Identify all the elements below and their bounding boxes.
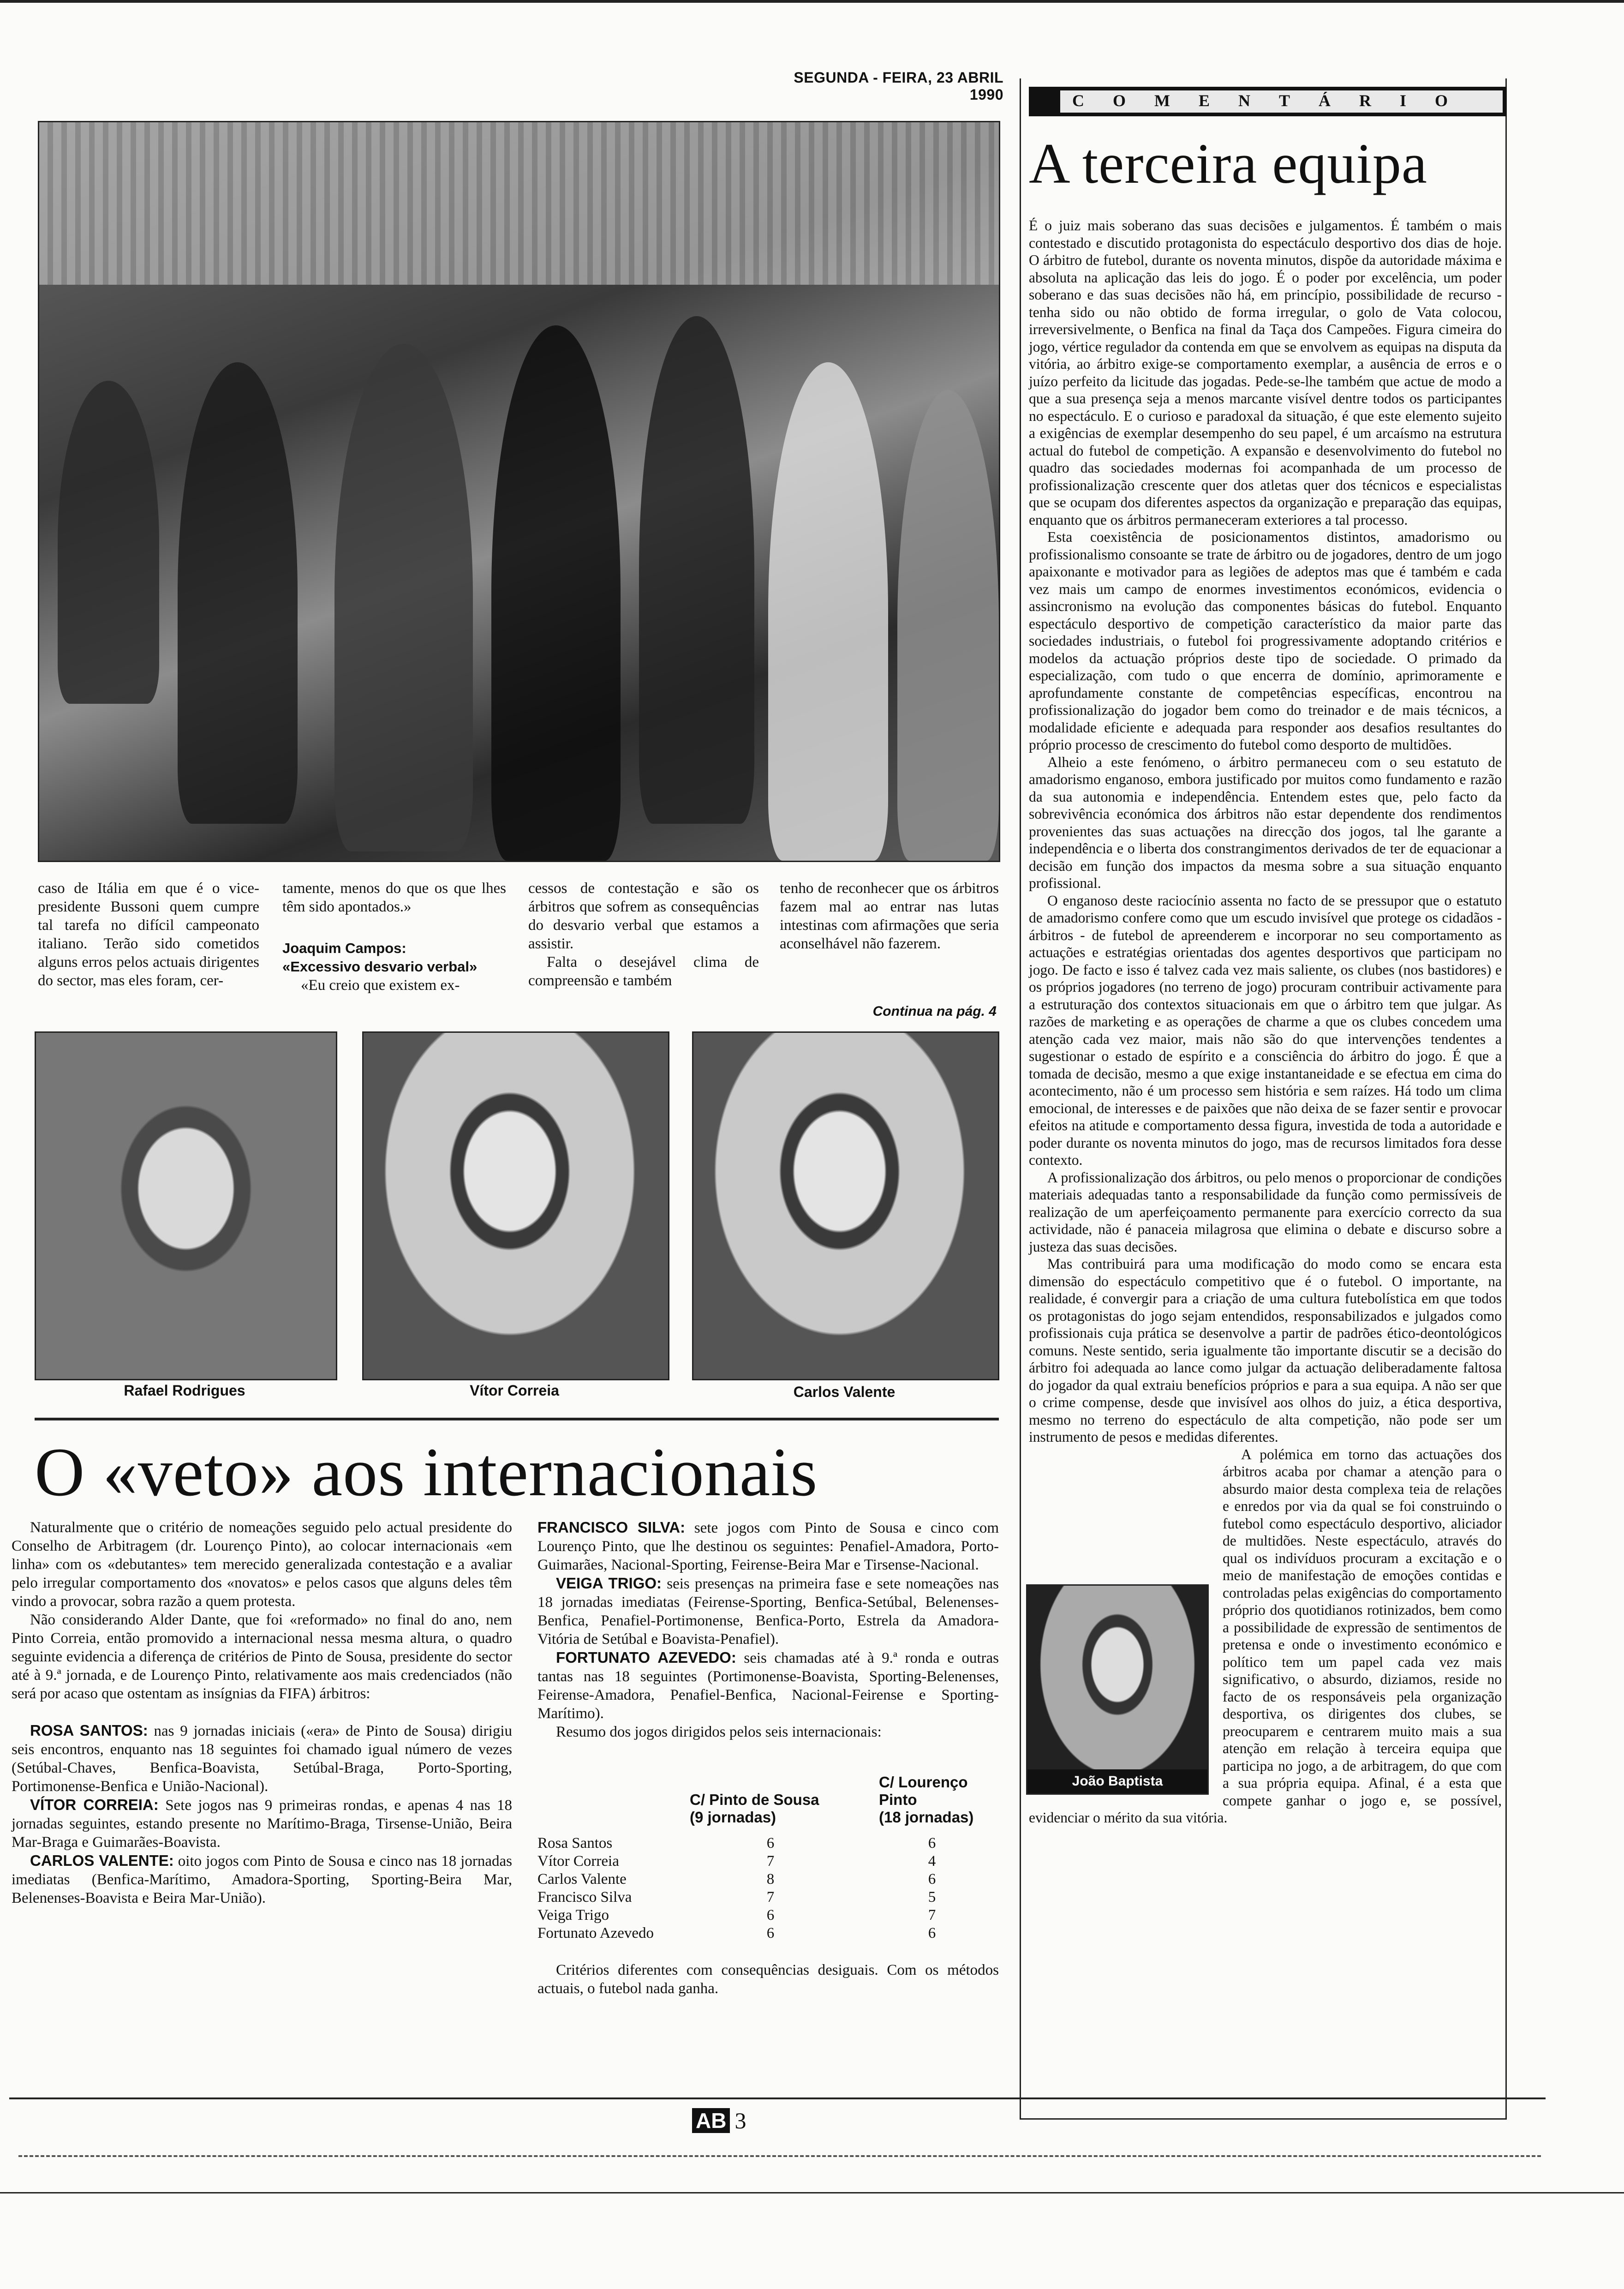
portrait-rafael-rodrigues xyxy=(35,1031,337,1380)
referee-entry xyxy=(537,1648,999,1723)
main-left-column xyxy=(12,1518,512,1907)
newspaper-logo: AB xyxy=(692,2108,730,2133)
referee-entry xyxy=(12,1721,512,1796)
commentary-paragraph: Alheio a este fenómeno, o árbitro permaneceu com o seu estatuto de amadorismo enganoso, embora justificado por muitos como fundamento e razão da sua autonomia e independência. Entendem estes que, pelo facto da sobrevivência económica dos árbitros não estar dependente dos rendimentos provenientes das suas actuações na direcção dos jogos, tal lhe garante a independência e o liberta dos constrangimentos derivados de ter de equacionar a decisão em função dos impactos da mesma sobre a sua situação enquanto profissional. xyxy=(1029,754,1502,891)
page-number: 3 xyxy=(734,2108,746,2133)
continued-tail-2: «Eu creio que existem ex- xyxy=(301,977,460,994)
author-photo-block xyxy=(1026,1584,1209,1795)
dateline: SEGUNDA - FEIRA, 23 ABRIL 1990 xyxy=(794,69,1003,103)
portrait-caption: Rafael Rodrigues xyxy=(124,1382,245,1399)
summary-intro: Resumo dos jogos dirigidos pelos seis internacionais: xyxy=(556,1724,882,1740)
referee-text: sete jogos com Pinto de Sousa e cinco com Lourenço Pinto, que lhe destinou os seguintes: Penafiel-Amadora, Porto-Guimarães, Nacional-Sporting, Feirense-Beira Mar e Tirsense-Nacional. xyxy=(537,1520,999,1573)
referee-entry xyxy=(12,1852,512,1907)
table-row: Rosa Santos 6 6 xyxy=(537,1835,936,1852)
referee-name: FRANCISCO SILVA: xyxy=(537,1519,686,1536)
portrait-caption: Carlos Valente xyxy=(793,1384,896,1400)
commentary-paragraph: Esta coexistência de posicionamentos distintos, amadorismo ou profissionalismo consoante se trate de árbitro ou de jogadores, dentro de um jogo apaixonante e motivador para as legiões de adeptos mas que é também e cada vez mais um campo de enormes investimentos económicos, evidencia o assincronismo na evolução das componentes básicas do futebol. Enquanto espectáculo desportivo de competição característico da maior parte das sociedades industriais, o futebol foi progressivamente adoptando critérios e modelos da actuação próprios deste tipo de sociedade. O primado da especialização, com tudo o que encerra de domínio, aprimoramente e aprofundamente constante de competências específicas, encontrou na profissionalização do jogador bem como do treinador e de mais técnicos, a modalidade eficiente e adequada para responder aos desafios resultantes do próprio processo de crescimento do futebol como desporto de multidões. xyxy=(1029,529,1502,753)
author-caption: João Baptista xyxy=(1027,1769,1207,1793)
continued-col-3 xyxy=(528,879,759,990)
continued-text-1: caso de Itália em que é o vice-presidente Bussoni quem cumpre tal tarefa no difícil campeonato italiano. Terão sido cometidos alguns erros pelos actuais dirigentes do sector, mas eles foram, cer- xyxy=(38,880,259,989)
table-row: Fortunato Azevedo 6 6 xyxy=(537,1925,936,1941)
commentary-body xyxy=(1029,217,1502,1827)
continued-text-2: tamente, menos do que os que lhes têm sido apontados.» xyxy=(282,880,506,915)
footer-dashed-rule xyxy=(18,2155,1541,2157)
table-col-header: C/ Pinto de Sousa (9 jornadas) xyxy=(690,1791,819,1826)
main-photo xyxy=(38,121,1000,862)
referee-entry xyxy=(12,1796,512,1852)
main-right-column xyxy=(537,1518,999,1998)
continua-link[interactable]: Continua na pág. 4 xyxy=(872,1004,997,1019)
closing-paragraph: Critérios diferentes com consequências desiguais. Com os métodos actuais, o futebol nada ganha. xyxy=(537,1962,999,1997)
summary-table xyxy=(537,1774,999,1942)
table-row: Vítor Correia 7 4 xyxy=(537,1853,936,1870)
table-row: Veiga Trigo 6 7 xyxy=(537,1907,936,1923)
table-row: Francisco Silva 7 5 xyxy=(537,1889,936,1906)
footer-page-marker xyxy=(692,2107,746,2134)
portrait-vitor-correia xyxy=(362,1031,669,1380)
referee-name: VÍTOR CORREIA: xyxy=(30,1796,159,1813)
table-row: Carlos Valente 8 6 xyxy=(537,1871,936,1888)
footer-rule xyxy=(9,2097,1546,2099)
portrait-carlos-valente xyxy=(692,1031,999,1380)
referee-text: oito jogos com Pinto de Sousa e cinco nas 18 jornadas imediatas (Benfica-Marítimo, Amadora-Sporting, Sporting-Beira Mar, Belenenses-Boavista e Beira Mar-União). xyxy=(12,1853,512,1906)
referee-text: nas 9 jornadas iniciais («era» de Pinto de Sousa) dirigiu seis encontros, enquanto nas 18 seguintes foi chamado igual número de vezes (Setúbal-Chaves, Benfica-Boavista, Setúbal-Braga, Porto-Sporting, Portimonense-Benfica e União-Nacional). xyxy=(12,1723,512,1795)
top-rule xyxy=(0,0,1624,3)
commentary-paragraph: A profissionalização dos árbitros, ou pelo menos o proporcionar de condições materiais adequadas tanto a responsabilidade da função como permissíveis de realização de um aperfeiçoamento permanente para exercício correcto da sua actividade, não é panaceia milagrosa que elimina o debate e discurso sobre a justeza das suas decisões. xyxy=(1029,1169,1502,1255)
continued-text-3: cessos de contestação e são os árbitros que sofrem as consequências do desvario verbal que estamos a assistir. xyxy=(528,880,759,952)
commentary-paragraph: João Baptista A polémica em torno das actuações dos árbitros acaba por chamar a atenção para o absurdo maior desta complexa teia de relações e enredos por via da qual se foi construindo o futebol como espectáculo desportivo, aliciador de multidões. Neste espectáculo, através do qual os indivíduos procuram a excitação e o meio de manifestação de emoções contidas e controladas pelas exigências do comportamento próprio dos quotidianos rotinizados, bem como a possibilidade de expressão de sentimentos de pretensa e onde o investimento económico e político tem um papel cada vez mais significativo, o absurdo, diziamos, reside no facto de os responsáveis pela organização desportiva, os dirigentes dos clubes, se preocuparem e centrarem muito mais a sua atenção em relação à terceira equipa que participa no jogo, a de arbitragem, do que com a sua própria equipa. Afinal, é a esta que compete ganhar o jogo e, se possível, evidenciar o mérito da sua vitória. xyxy=(1029,1446,1502,1827)
main-article-title: O «veto» aos internacionais xyxy=(35,1434,818,1510)
referee-name: VEIGA TRIGO: xyxy=(556,1575,662,1592)
referee-entry xyxy=(537,1574,999,1648)
main-intro-paragraph: Naturalmente que o critério de nomeações seguido pelo actual presidente do Conselho de Arbitragem (dr. Lourenço Pinto), ao colocar internacionais «em linha» com os «debutantes» tem merecido generalizada contestação e a avaliar pelo irregular comportamento dos «novatos» e pelos casos que alguns deles têm vindo a provocar, sobra razão a quem protesta. xyxy=(12,1519,512,1610)
continued-tail-3: Falta o desejável clima de compreensão e também xyxy=(528,954,759,989)
comentario-section-label: COMENTÁRIO xyxy=(1029,87,1506,116)
subhead-name: Joaquim Campos: xyxy=(282,940,406,956)
section-rule xyxy=(35,1418,999,1420)
commentary-paragraph: É o juiz mais soberano das suas decisões e julgamentos. É também o mais contestado e discutido protagonista do espectáculo desportivo dos dias de hoje. O árbitro de futebol, durante os noventa minutos, dispõe da autoridade máxima e absoluta na aplicação das leis do jogo. É o poder por excelência, um poder soberano e das suas decisões não há, em princípio, possibilidade de recurso - tenha sido ou não obtido de forma irregular, o golo de Vata colocou, irreversivelmente, o Benfica na final da Taça dos Campeões. Figura cimeira do jogo, vértice regulador da contenda em que se envolvem as equipas na disputa da vitória, ao árbitro exige-se comportamento exemplar, a ausência de erros e o juízo perfeito da licitude das jogadas. Pede-se-lhe também que actue de modo a que a sua presença seja a menos marcante visível dentre todos os participantes no espectáculo. E o curioso e paradoxal da situação, é que este elemento sujeito a exigências de exemplar desempenho do seu papel, é um arcaísmo na estrutura actual do futebol de competição. A expansão e desenvolvimento do futebol no quadro das sociedades modernas foi acompanhada de um processo de profissionalização crescente quer dos atletas quer dos técnicos e especialistas que se ocupam dos diferentes aspectos da organização e preparação das equipas, enquanto que os árbitros permaneceram exteriores a tal processo. xyxy=(1029,217,1502,528)
referee-entry xyxy=(537,1518,999,1574)
referee-name: ROSA SANTOS: xyxy=(30,1722,148,1739)
portrait-caption: Vítor Correia xyxy=(470,1382,559,1399)
commentary-paragraph: Mas contribuirá para uma modificação do modo como se encara esta dimensão do espectáculo competitivo que é o futebol. O importante, na realidade, é convergir para a criação de uma cultura futebolística em que todos os protagonistas do jogo sejam entendidos, responsabilizados e julgados como profissionais cuja prática se desenvolve a partir de padrões ético-deontológicos comuns. Neste sentido, seria igualmente tão importante discutir se a decisão do árbitro foi adequada ao lance como julgar da actuação deliberadamente faltosa do jogador da qual extraiu benefícios próprios e para a sua equipa. A não ser que o crime compense, desde que invisível aos olhos do juiz, a ética desportiva, mesmo no terreno do espectáculo de alta competição, não pode ser um instrumento de pesos e medidas diferentes. xyxy=(1029,1256,1502,1445)
subhead-quote: «Excessivo desvario verbal» xyxy=(282,959,478,975)
referee-name: FORTUNATO AZEVEDO: xyxy=(556,1649,736,1666)
main-intro-paragraph: Não considerando Alder Dante, que foi «reformado» no final do ano, nem Pinto Correia, então promovido a internacional nessa mesma altura, o quadro seguinte evidencia a diferença de critérios de Pinto de Sousa, presidente do sector até à 9.ª jornada, e de Lourenço Pinto, relativamente aos mais credenciados (não será por acaso que ostentam as insígnias da FIFA) árbitros: xyxy=(12,1612,512,1702)
referee-text: Sete jogos nas 9 primeiras rondas, e apenas 4 nas 18 jornadas seguintes, estando presente no Marítimo-Braga, Tirsense-União, Beira Mar-Braga e Guimarães-Boavista. xyxy=(12,1797,513,1851)
table-col-header: C/ Lourenço Pinto (18 jornadas) xyxy=(879,1774,974,1826)
bottom-rule xyxy=(0,2192,1624,2193)
continued-col-4 xyxy=(780,879,999,953)
referee-name: CARLOS VALENTE: xyxy=(30,1852,174,1869)
commentary-paragraph: O enganoso deste raciocínio assenta no facto de se pressupor que o estatuto de amadorismo confere como que um escudo invisível que protege os cidadãos - árbitros - de futebol de apreenderem e incorporar no seu comportamento as actuações e estratégias orientadas dos agentes desportivos que participam no jogo. De facto e isso é talvez cada vez mais saliente, os clubes (nos bastidores) e os próprios jogadores (no terreno de jogo) procuram contribuir activamente para a estruturação dos contextos situacionais em que o árbitro tem que julgar. As razões de marketing e as operações de charme a que os clubes concedem uma atenção cada vez maior, mais não são do que intervenções tendentes a sugestionar o estado de espírito e a consciência do árbitro do jogo. É que a tomada de decisão, mesmo a que exige instantaneidade e se efectua em cima do acontecimento, não é um processo sem história e sem raízes. Há todo um clima emocional, de interesses e de paixões que não deixa de se fazer sentir e provocar efeitos na atitude e comportamento dessa figura, investida de toda a autoridade e poder durante os noventa minutos do jogo, mas de recursos limitados fora desse contexto. xyxy=(1029,892,1502,1168)
continued-col-2 xyxy=(282,879,506,995)
referee-text: seis chamadas até à 9.ª ronda e outras tantas nas 18 seguintes (Portimonense-Boavista, Sporting-Belenenses, Feirense-Amadora, Penafiel-Benfica, Nacional-Feirense e Sporting-Marítimo). xyxy=(537,1650,999,1722)
continued-text-4: tenho de reconhecer que os árbitros fazem mal ao entrar nas lutas intestinas com afirmações que seria aconselhável não fazerem. xyxy=(780,880,999,952)
referee-text: seis presenças na primeira fase e sete nomeações nas 18 jornadas imediatas (Feirense-Sporting, Benfica-Setúbal, Belenenses-Benfica, Penafiel-Portimonense, Benfica-Porto, Estrela da Amadora-Vitória de Setúbal e Boavista-Penafiel). xyxy=(537,1576,999,1648)
commentary-title: A terceira equipa xyxy=(1029,132,1427,195)
continued-col-1 xyxy=(38,879,259,990)
